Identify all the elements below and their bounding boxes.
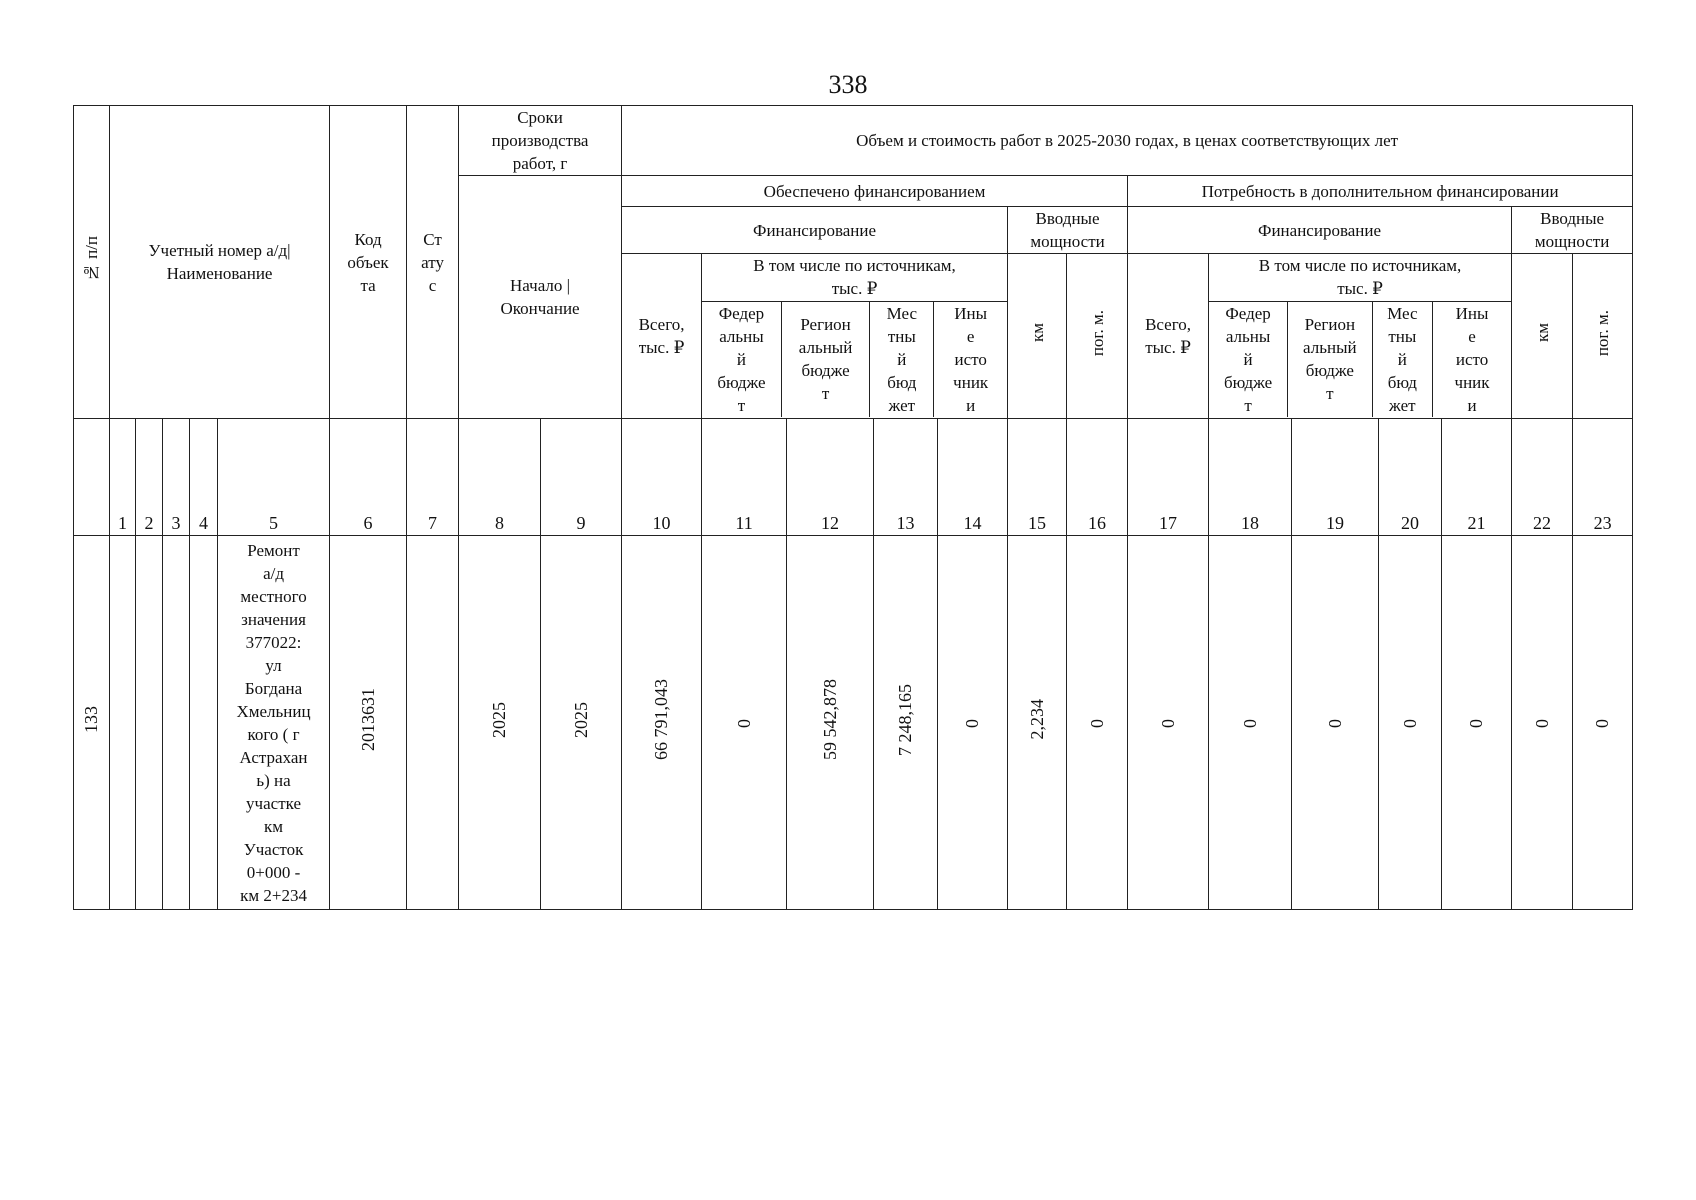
col-num: 20 [1379,419,1442,536]
header-local-need: Мес тны й бюд жет [1372,301,1432,417]
regional-provided: 59 542,878 [787,536,874,910]
row-num: 133 [74,536,110,910]
header-regional: Регион альный бюдже т [781,301,869,417]
header-sources-provided [702,254,1008,419]
pogm-provided: 0 [1067,536,1128,910]
header-pogm-need: пог. м. [1573,254,1633,419]
km-need: 0 [1512,536,1573,910]
header-pogm-provided: пог. м. [1067,254,1128,419]
other-provided: 0 [938,536,1008,910]
header-capacity-need: Вводные мощности [1512,207,1633,254]
works-table [73,105,1633,910]
object-code: 2013631 [330,536,407,910]
regional-need: 0 [1292,536,1379,910]
header-terms: Сроки производства работ, г [459,106,622,176]
col-num: 23 [1573,419,1633,536]
col-num: 1 [110,419,136,536]
sources-label-need: В том числе по источникам, тыс. ₽ [1209,254,1511,301]
local-need: 0 [1379,536,1442,910]
col-num: 2 [136,419,163,536]
road-name: Ремонт а/д местного значения 377022: ул Богдана Хмельниц кого ( г Астрахан ь) на участке км Участок 0+000 - км 2+234 [218,536,330,910]
km-provided: 2,234 [1008,536,1067,910]
col-num: 17 [1128,419,1209,536]
end-year: 2025 [541,536,622,910]
col-num: 22 [1512,419,1573,536]
col-num: 7 [407,419,459,536]
total-provided: 66 791,043 [622,536,702,910]
col-num: 19 [1292,419,1379,536]
header-regional-need: Регион альный бюдже т [1288,301,1373,417]
total-need: 0 [1128,536,1209,910]
status [407,536,459,910]
col-num: 12 [787,419,874,536]
col-num: 3 [163,419,190,536]
col-num: 21 [1442,419,1512,536]
header-other-need: Ины е исто чник и [1454,303,1490,415]
federal-need: 0 [1209,536,1292,910]
col-num: 15 [1008,419,1067,536]
sources-label: В том числе по источникам, тыс. ₽ [702,254,1007,301]
header-account-name: Учетный номер а/д| Наименование [110,106,330,419]
col-num: 5 [218,419,330,536]
header-financing-need: Финансирование [1128,207,1512,254]
header-object-code: Код объек та [330,106,407,419]
table-row [74,536,1633,910]
col-num: 6 [330,419,407,536]
header-capacity-provided: Вводные мощности [1008,207,1128,254]
empty-cell [190,536,218,910]
col-num: 4 [190,419,218,536]
col-num: 18 [1209,419,1292,536]
header-start-end: Начало | Окончание [459,176,622,419]
header-financing-provided: Финансирование [622,207,1008,254]
header-federal-need: Федер альны й бюдже т [1209,301,1288,417]
col-num: 9 [541,419,622,536]
header-status: Ст ату с [407,106,459,419]
header-provided-financing: Обеспечено финансированием [622,176,1128,207]
empty-cell [136,536,163,910]
page-number: 338 [828,70,868,99]
col-num: 14 [938,419,1008,536]
empty-cell [110,536,136,910]
header-other: Ины е исто чник и [953,303,989,415]
col-num: 11 [702,419,787,536]
header-num: № п/п [74,106,110,419]
other-need: 0 [1442,536,1512,910]
header-local: Мес тны й бюд жет [870,301,934,417]
col-num: 13 [874,419,938,536]
header-federal: Федер альны й бюдже т [702,301,781,417]
header-additional-need: Потребность в дополнительном финансировании [1128,176,1633,207]
header-km-need: км [1512,254,1573,419]
col-num-blank [74,419,110,536]
header-volume: Объем и стоимость работ в 2025-2030 годах, в ценах соответствующих лет [622,106,1633,176]
header-sources-need [1209,254,1512,419]
col-num: 8 [459,419,541,536]
empty-cell [163,536,190,910]
local-provided: 7 248,165 [874,536,938,910]
col-num: 16 [1067,419,1128,536]
column-numbers-row [74,419,1633,536]
col-num: 10 [622,419,702,536]
start-year: 2025 [459,536,541,910]
federal-provided: 0 [702,536,787,910]
header-km-provided: км [1008,254,1067,419]
header-total-need: Всего, тыс. ₽ [1128,254,1209,419]
pogm-need: 0 [1573,536,1633,910]
header-total-provided: Всего, тыс. ₽ [622,254,702,419]
